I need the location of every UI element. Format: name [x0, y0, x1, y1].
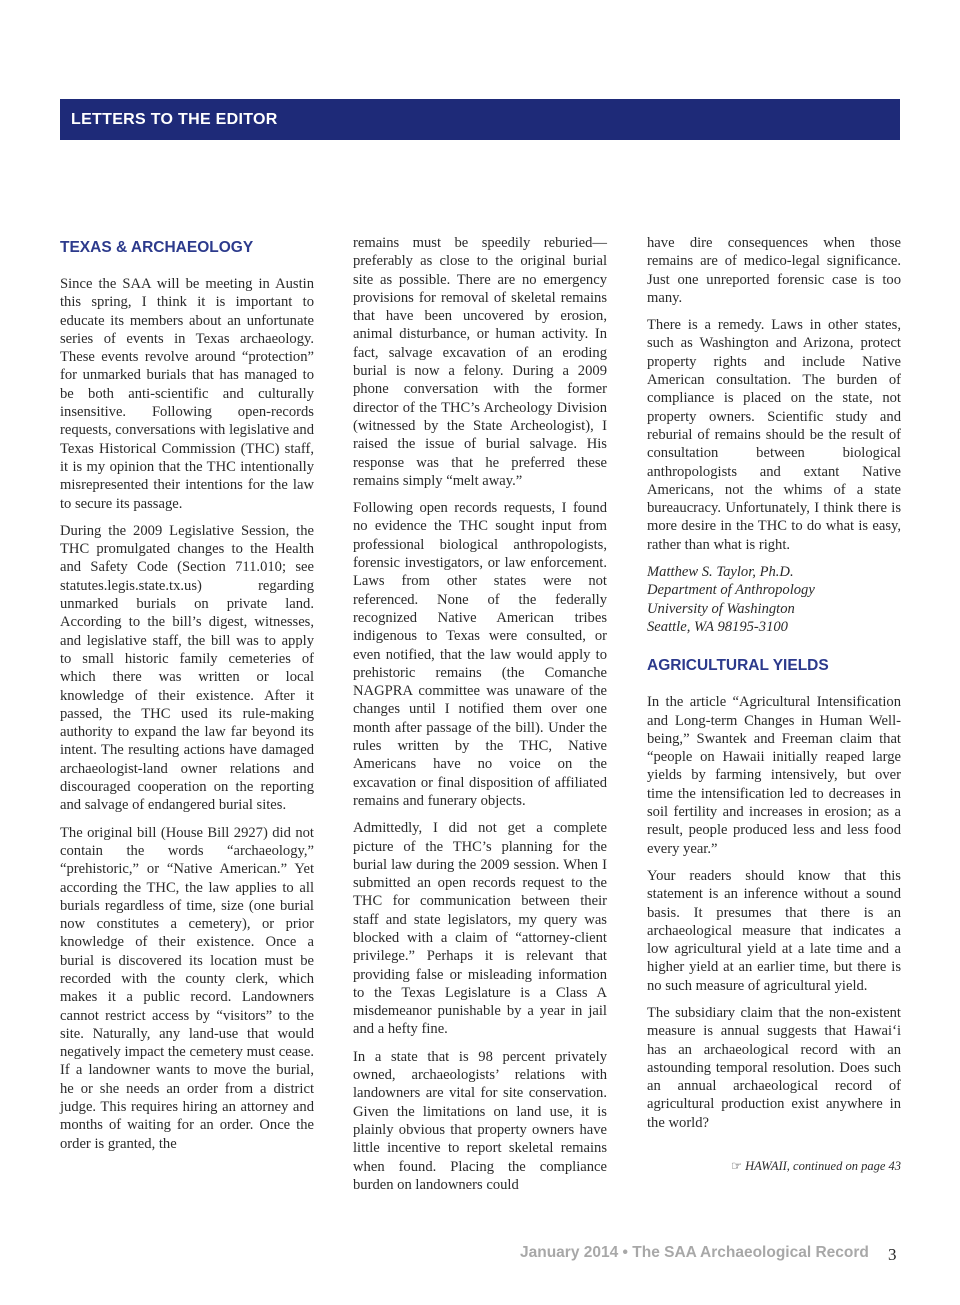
footer-issue: January 2014 • The SAA Archaeological Record — [520, 1244, 869, 1261]
continued-note — [647, 1157, 901, 1175]
paragraph: In a state that is 98 percent privately owned, archaeologists’ relations with landowners are vital for site conservation. Given the limitations on land use, it is plainly obvious that property owners have little incentive to report skeletal remains when found. Placing the compliance burden on landowners could — [353, 1048, 607, 1193]
paragraph: Your readers should know that this statement is an inference without a sound basis. It presumes that there is an archaeological measure that indicates a low agricultural yield at a late time and a higher yield at an earlier time, but there is no such measure of agricultural yield. — [647, 867, 901, 994]
paragraph: remains must be speedily reburied—preferably as close to the original burial site as possible. There are no emergency provisions for removal of skeletal remains that have been uncovered by erosion, animal disturbance, or human activity. In fact, salvage excavation of an eroding burial is now a felony. During a 2009 phone conversation with the former director of the THC’s Archeology Division (witnessed by the State Archeologist), I raised the issue of burial salvage. His response was that he preferred these remains simply “melt away.” — [353, 235, 607, 489]
paragraph: Admittedly, I did not get a complete picture of the THC’s planning for the burial law during the 2009 session. When I submitted an open records request to the THC for communication between their staff and state legislators, my query was blocked with a claim of “attorney-client privilege.” Perhaps it is relevant that providing false or misleading information to the Texas Legislature is a Class A misdemeanor punishable by a year in jail and a hefty fine. — [353, 820, 607, 1038]
section-banner — [60, 99, 900, 140]
letter-heading-texas: TEXAS & ARCHAEOLOGY — [60, 239, 254, 256]
section-title: LETTERS TO THE EDITOR — [71, 110, 278, 128]
paragraph: In the article “Agricultural Intensification and Long-term Changes in Human Well-being,” Swantek and Freeman claim that “people on Hawaii initially reaped large yields by farming intensively, but over time the intensification led to decreases in soil fertility and increases in erosion; as a result, people produced less and less food every year.” — [647, 694, 901, 857]
paragraph: During the 2009 Legislative Session, the THC promulgated changes to the Health and Safety Code (Section 711.010; see statutes.legis.state.tx.us) regarding unmarked burials on private land. According to the bill’s digest, witnesses, and legislative staff, the bill was to apply to small historic family cemeteries of which there was written or local knowledge of their existence. After it passed, the THC used its rule-making authority to expand the law far beyond its intent. The resulting actions have damaged archaeologist-land owner relations and discouraged cooperation on the reporting and salvage of endangered burial sites. — [60, 522, 314, 814]
author-name: Matthew S. Taylor, Ph.D. — [647, 564, 794, 581]
author-university: University of Washington — [647, 600, 795, 617]
author-city: Seattle, WA 98195-3100 — [647, 618, 788, 635]
column-2 — [353, 234, 607, 1203]
paragraph: The subsidiary claim that the non-existent measure is annual suggests that Hawai‘i has an archaeological record with an astounding temporal resolution. Does such an annual archaeological record of agricultural production exist anywhere in the world? — [647, 1004, 901, 1131]
column-3 — [647, 234, 901, 1175]
paragraph: There is a remedy. Laws in other states, such as Washington and Arizona, protect property rights and include Native American consultation. The burden of compliance is placed on the state, not property owners. Scientific study and reburial of remains should be the result of consultation between biological anthropologists and extant Native Americans, not the whims of a state bureaucracy. Unfortunately, I think there is more desire in the THC to do what is easy, rather than what is right. — [647, 317, 901, 553]
paragraph: Following open records requests, I found no evidence the THC sought input from professional biological anthropologists, forensic investigators, or law enforcement. Laws from other states were not referenced. None of the federally recognized Native American tribes indigenous to Texas were consulted, or even notified, that the law would apply to prehistoric remains (the Comanche NAGPRA committee was unaware of the changes until I notified them over one month after passage of the bill). Under the rules written by the THC, Native Americans have no voice on the excavation or final disposition of affiliated remains and funerary objects. — [353, 500, 607, 809]
letter-heading-agricultural: AGRICULTURAL YIELDS — [647, 657, 829, 675]
column-1 — [60, 234, 314, 1162]
continued-text: HAWAII, continued on page 43 — [745, 1159, 901, 1174]
paragraph: The original bill (House Bill 2927) did not contain the words “archaeology,” “prehistoric,” or “Native American.” Yet according the THC, the law applies to all burials regardless of time, size (one burial now constitutes a cemetery), or prior knowledge of their existence. Once a burial is discovered its location must be recorded with the county clerk, which makes it a public record. Landowners cannot restrict access by “visitors” to the site. Naturally, any land-use that would negatively impact the cemetery must cease. If a landowner wants to move the burial, he or she needs an order from a district judge. This requires hiring an attorney and months of waiting for an order. Once the order is granted, the — [60, 824, 314, 1152]
page-number: 3 — [888, 1245, 897, 1264]
paragraph: have dire consequences when those remains are of medico-legal significance. Just one unreported forensic case is too many. — [647, 235, 901, 306]
paragraph: Since the SAA will be meeting in Austin this spring, I think it is important to educate its members about an unfortunate series of events in Texas archaeology. These events revolve around “protection” for unmarked burials that has managed to be both anti-scientific and culturally insensitive. Following open-records requests, conversations with legislative and Texas Historical Commission (THC) staff, it is my opinion that the THC intentionally misrepresented their intentions for the law to secure its passage. — [60, 276, 314, 512]
pointing-hand-icon: ☞ — [730, 1159, 743, 1174]
author-department: Department of Anthropology — [647, 582, 815, 599]
author-signature — [647, 563, 901, 636]
